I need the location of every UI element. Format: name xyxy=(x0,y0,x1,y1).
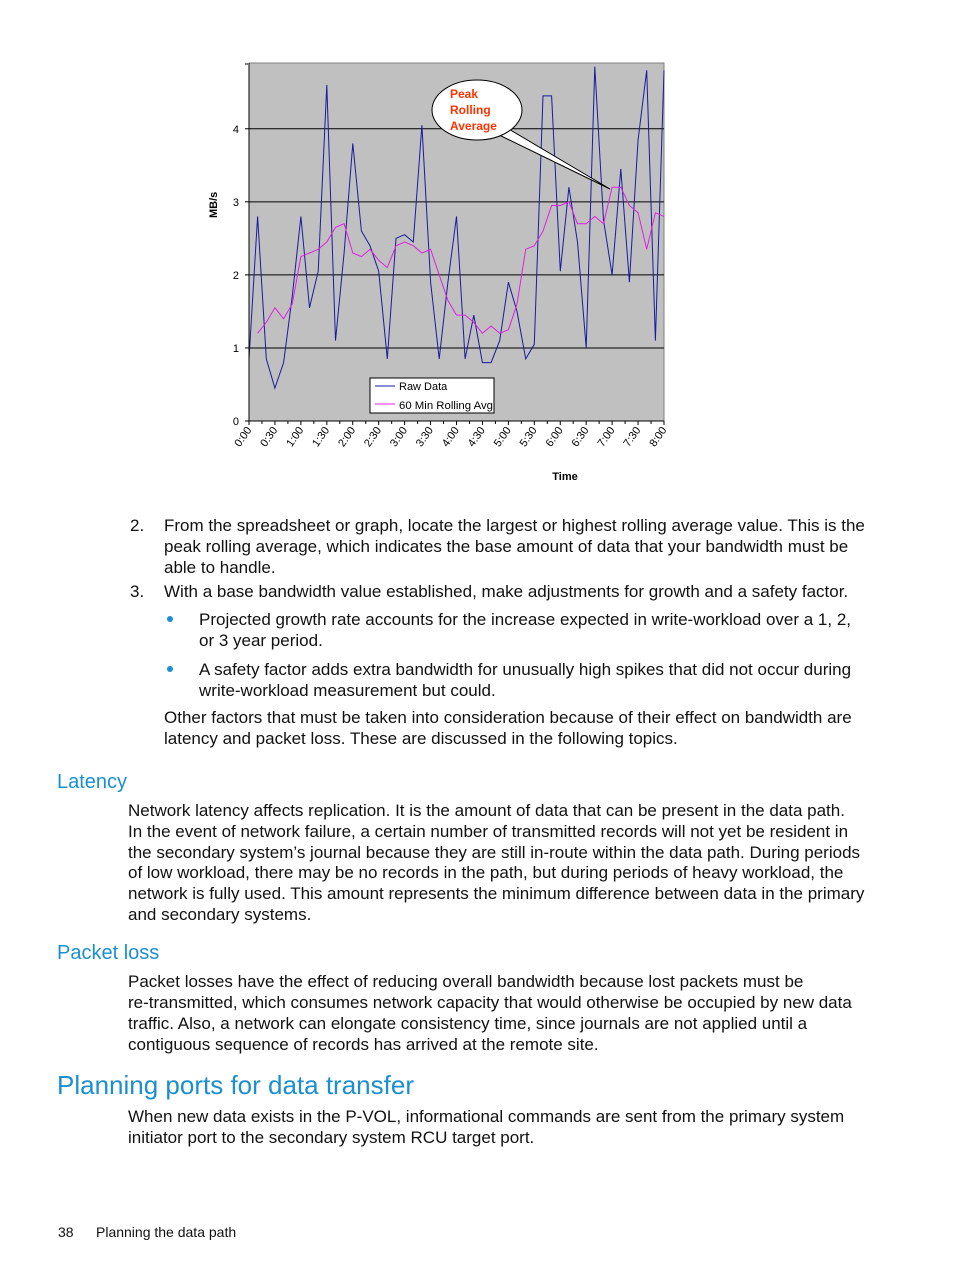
step-2-number: 2. xyxy=(130,516,145,535)
latency-line-6: and secondary systems. xyxy=(128,905,312,924)
planning-line-2: initiator port to the secondary system RCU target port. xyxy=(128,1128,535,1147)
y-axis xyxy=(233,63,249,428)
planning-line-1: When new data exists in the P-VOL, informational commands are sent from the primary system xyxy=(128,1107,845,1126)
latency-line-4: of low workload, there may be no records in the path, but during periods of heavy workload, the xyxy=(128,863,844,882)
other-factors-line-1: Other factors that must be taken into consideration because of their effect on bandwidth are xyxy=(164,708,852,727)
x-tick-label: 3:30 xyxy=(413,424,437,450)
bullet-2-line-2: write-workload measurement but could. xyxy=(199,681,496,700)
x-tick-label: 5:30 xyxy=(517,424,540,450)
x-tick-label: 6:30 xyxy=(569,424,592,450)
y-tick-label: 3 xyxy=(232,196,239,209)
packet-loss-heading: Packet loss xyxy=(57,942,160,964)
x-tick-label: 1:30 xyxy=(310,424,333,450)
bullet-2-line-1: A safety factor adds extra bandwidth for unusually high spikes that did not occur during xyxy=(199,660,852,679)
footer-title: Planning the data path xyxy=(96,1224,237,1240)
bullet-icon xyxy=(167,616,173,622)
y-tick-label: 4 xyxy=(232,123,239,136)
callout-text-line: Peak xyxy=(450,87,479,101)
x-axis xyxy=(232,421,669,449)
x-tick-label: 4:30 xyxy=(465,424,488,450)
legend-label-raw: Raw Data xyxy=(399,381,448,393)
other-factors-line-2: latency and packet loss. These are discussed in the following topics. xyxy=(164,729,678,748)
legend xyxy=(370,378,494,413)
packet-loss-line-3: traffic. Also, a network can elongate consistency time, since journals are not applied until a xyxy=(128,1014,808,1033)
packet-loss-line-1: Packet losses have the effect of reducing overall bandwidth because lost packets must be xyxy=(128,972,804,991)
legend-label-avg: 60 Min Rolling Avg xyxy=(399,400,493,412)
x-tick-label: 0:00 xyxy=(232,424,255,450)
callout-text-line: Rolling xyxy=(450,103,491,117)
step-2-line-2: peak rolling average, which indicates the base amount of data that your bandwidth must be xyxy=(164,537,849,556)
x-tick-label: 0:30 xyxy=(258,424,281,450)
y-tick-label: 2 xyxy=(232,269,239,282)
step-3-line-1: With a base bandwidth value established, make adjustments for growth and a safety factor. xyxy=(164,582,849,601)
bullet-1-line-2: or 3 year period. xyxy=(199,631,323,650)
latency-heading: Latency xyxy=(57,771,128,793)
step-3-number: 3. xyxy=(130,582,145,601)
x-tick-label: 7:00 xyxy=(595,424,618,450)
x-tick-label: 5:00 xyxy=(491,424,514,450)
x-tick-label: 2:30 xyxy=(362,424,385,450)
step-2-line-3: able to handle. xyxy=(164,558,276,577)
footer-page-number: 38 xyxy=(58,1224,74,1240)
bandwidth-chart xyxy=(195,58,675,490)
bullet-icon xyxy=(167,666,173,672)
x-tick-label: 7:30 xyxy=(621,424,644,450)
latency-line-3: the secondary system’s journal because they are still in-route within the data path. During periods xyxy=(128,843,861,862)
step-2-line-1: From the spreadsheet or graph, locate the largest or highest rolling average value. This is the xyxy=(164,516,865,535)
y-tick-label: 1 xyxy=(232,342,239,355)
callout-text-line: Average xyxy=(450,119,497,133)
packet-loss-line-4: contiguous sequence of records has arrived at the remote site. xyxy=(128,1035,599,1054)
y-tick-label: 0 xyxy=(232,416,239,428)
latency-line-2: In the event of network failure, a certain number of transmitted records will not yet be resident in xyxy=(128,822,849,841)
latency-line-5: network is fully used. This amount represents the minimum difference between data in the primary xyxy=(128,884,865,903)
x-tick-label: 2:00 xyxy=(336,424,359,450)
x-tick-label: 6:00 xyxy=(543,424,566,450)
x-tick-label: 1:00 xyxy=(284,424,307,450)
x-axis-label: Time xyxy=(552,471,578,483)
latency-line-1: Network latency affects replication. It is the amount of data that can be present in the data path. xyxy=(128,801,845,820)
planning-ports-heading: Planning ports for data transfer xyxy=(57,1070,414,1100)
packet-loss-line-2: re-transmitted, which consumes network capacity that would otherwise be occupied by new data xyxy=(128,993,852,1012)
bullet-1-line-1: Projected growth rate accounts for the increase expected in write-workload over a 1, 2, xyxy=(199,610,852,629)
x-tick-label: 3:00 xyxy=(387,424,411,450)
x-tick-label: 8:00 xyxy=(647,424,670,450)
y-axis-label: MB/s xyxy=(208,191,220,218)
x-tick-label: 4:00 xyxy=(439,424,462,450)
